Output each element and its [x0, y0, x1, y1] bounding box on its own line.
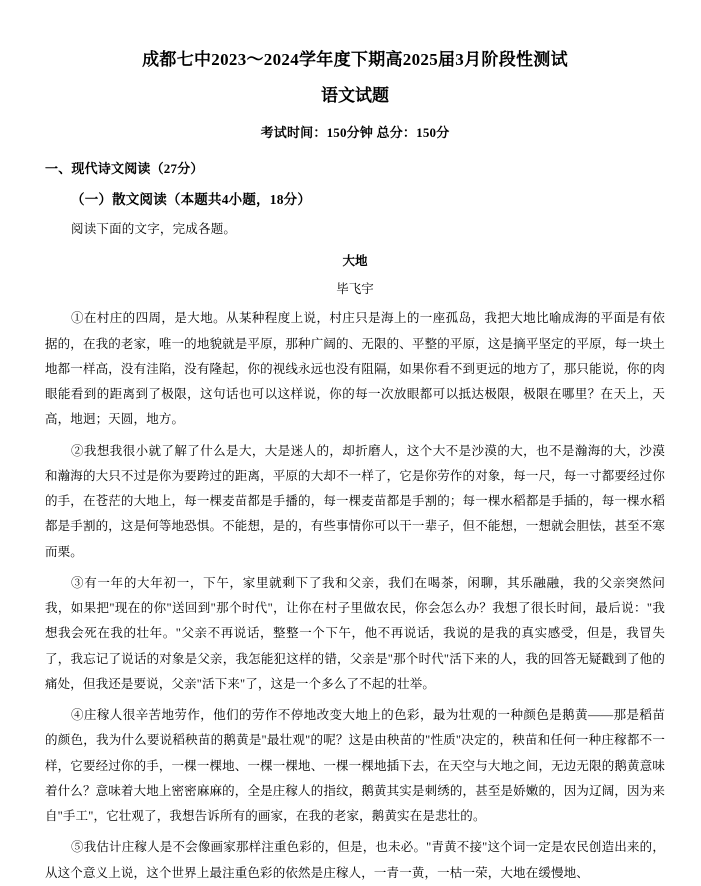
passage-paragraph: ②我想我很小就了解了什么是大，大是迷人的，却折磨人，这个大不是沙漠的大，也不是瀚海的大，沙漠和瀚海的大只不过是你为要跨过的距离，平原的大却不一样了，它是你劳作的对象，每一尺，每一寸都要经过你的手，在苍茫的大地上，每一棵麦苗都是手播的，每一棵麦苗都是手割的；每一棵水稻都是手插的，每一棵水稻都是手割的，这是何等地恐惧。不能想，是的，有些事情你可以干一辈子，但不能想，一想就会胆怯，甚至不寒而栗。: [45, 443, 665, 559]
passage-paragraph: ④庄稼人很辛苦地劳作，他们的劳作不停地改变大地上的色彩，最为壮观的一种颜色是鹅黄——那是稻苗的颜色，我为什么要说稻秧苗的鹅黄是"最壮观"的呢？这是由秧苗的"性质"决定的，秧苗和任何一种庄稼都不一样，它要经过你的手，一棵一棵地、一棵一棵地、一棵一棵地插下去，在天空与大地之间，无边无限的鹅黄意味着什么？意味着大地上密密麻麻的，全是庄稼人的指纹，鹅黄其实是刺绣的，甚至是娇嫩的，因为辽阔，因为来自"手工"，它壮观了，我想告诉所有的画家，在我的老家，鹅黄实在是悲壮的。: [45, 708, 665, 824]
passage-body: [45, 297, 665, 886]
subsection-heading-one: （一）散文阅读（本题共4小题，18分）: [71, 192, 312, 208]
exam-info: 考试时间：150分钟 总分：150分: [260, 125, 450, 141]
subject-title: 语文试题: [321, 85, 389, 105]
passage-paragraph: ⑤我估计庄稼人是不会像画家那样注重色彩的，但是，也未必。"青黄不接"这个词一定是农民创造出来的，从这个意义上说，这个世界上最注重色彩的依然是庄稼人，一青一黄，一枯一荣，大地在缓慢地、: [45, 840, 665, 880]
passage-author: 毕飞宇: [336, 282, 374, 297]
page-content: [45, 0, 665, 886]
passage-paragraph: ③有一年的大年初一，下午，家里就剩下了我和父亲，我们在喝茶，闲聊，其乐融融，我的父亲突然问我，如果把"现在的你"送回到"那个时代"，让你在村子里做农民，你会怎么办？我想了很长时间，最后说："我想我会死在我的壮年。"父亲不再说话，整整一个下午，他不再说话，我说的是我的真实感受，但是，我冒失了，我忘记了说话的对象是父亲，我怎能犯这样的错，父亲是"那个时代"活下来的人，我的回答无疑戳到了他的痛处，但我还是要说，父亲"活下来"了，这是一个多么了不起的壮举。: [45, 575, 665, 691]
page-title: 成都七中2023～2024学年度下期高2025届3月阶段性测试: [142, 50, 568, 69]
passage-paragraph: ①在村庄的四周，是大地。从某种程度上说，村庄只是海上的一座孤岛，我把大地比喻成海的平面是有依据的，在我的老家，唯一的地貌就是平原，那种广阔的、无限的、平整的平原，这是摘平坚定的平原，每一块土地都一样高，没有洼陷，没有隆起，你的视线永远也没有阻隔，如果你看不到更远的地方了，那只能说，你的肉眼能看到的距离到了极限，这句话也可以这样说，你的每一次放眼都可以抵达极限，极限在哪里？在天上，天高，地迥；天圆，地方。: [45, 311, 665, 427]
section-heading-one: 一、现代诗文阅读（27分）: [45, 161, 204, 177]
passage-title: 大地: [342, 254, 368, 269]
reading-instruction: 阅读下面的文字，完成各题。: [71, 222, 237, 237]
